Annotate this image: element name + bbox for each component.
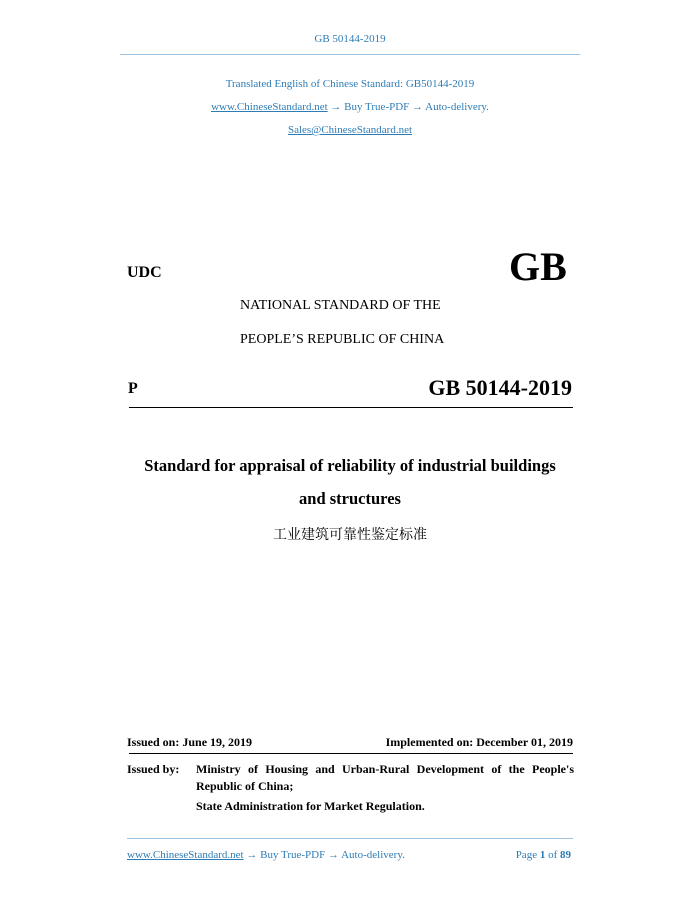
page-indicator: [516, 849, 571, 861]
promo-translation-line: Translated English of Chinese Standard: GB50144-2019: [225, 78, 475, 90]
header-standard-code: GB 50144-2019: [314, 33, 386, 45]
national-standard-line1: NATIONAL STANDARD OF THE: [240, 298, 441, 313]
page-current: 1: [539, 849, 546, 861]
purchase-text: → Buy True-PDF → Auto-delivery.: [327, 101, 489, 113]
dates-divider: [129, 753, 573, 754]
issuer-ministry-line1: Ministry of Housing and Urban-Rural Development of the People's: [196, 762, 574, 776]
title-chinese: 工业建筑可靠性鉴定标准: [273, 527, 427, 543]
promo-email-line: [0, 124, 700, 136]
website-link[interactable]: www.ChineseStandard.net: [211, 101, 328, 113]
footer-purchase-text: → Buy True-PDF → Auto-delivery.: [243, 849, 405, 861]
email-link[interactable]: Sales@ChineseStandard.net: [287, 124, 413, 136]
footer-purchase-line: [127, 849, 405, 861]
title-line2: and structures: [299, 489, 401, 508]
footer-website-link[interactable]: www.ChineseStandard.net: [127, 849, 244, 861]
gb-mark: GB: [509, 244, 567, 289]
issued-on-date: Issued on: June 19, 2019: [127, 735, 253, 749]
standard-number: GB 50144-2019: [428, 375, 572, 400]
issuer-ministry-line2: Republic of China;: [196, 779, 294, 793]
page-total: 89: [560, 849, 571, 861]
promo-purchase-line: [0, 101, 700, 113]
header-divider: [120, 54, 580, 55]
page-of: of: [548, 849, 558, 861]
implemented-on-date: Implemented on: December 01, 2019: [385, 735, 573, 749]
udc-label: UDC: [127, 264, 162, 281]
footer-divider: [127, 838, 573, 839]
classification-letter: P: [128, 380, 138, 397]
issued-by-label: Issued by:: [127, 762, 180, 776]
title-line1: Standard for appraisal of reliability of industrial buildings: [144, 456, 556, 475]
cover-divider: [129, 407, 573, 408]
issuer-samr: State Administration for Market Regulation.: [196, 799, 425, 813]
page-label: Page: [515, 849, 538, 861]
national-standard-line2: PEOPLE’S REPUBLIC OF CHINA: [240, 332, 445, 347]
